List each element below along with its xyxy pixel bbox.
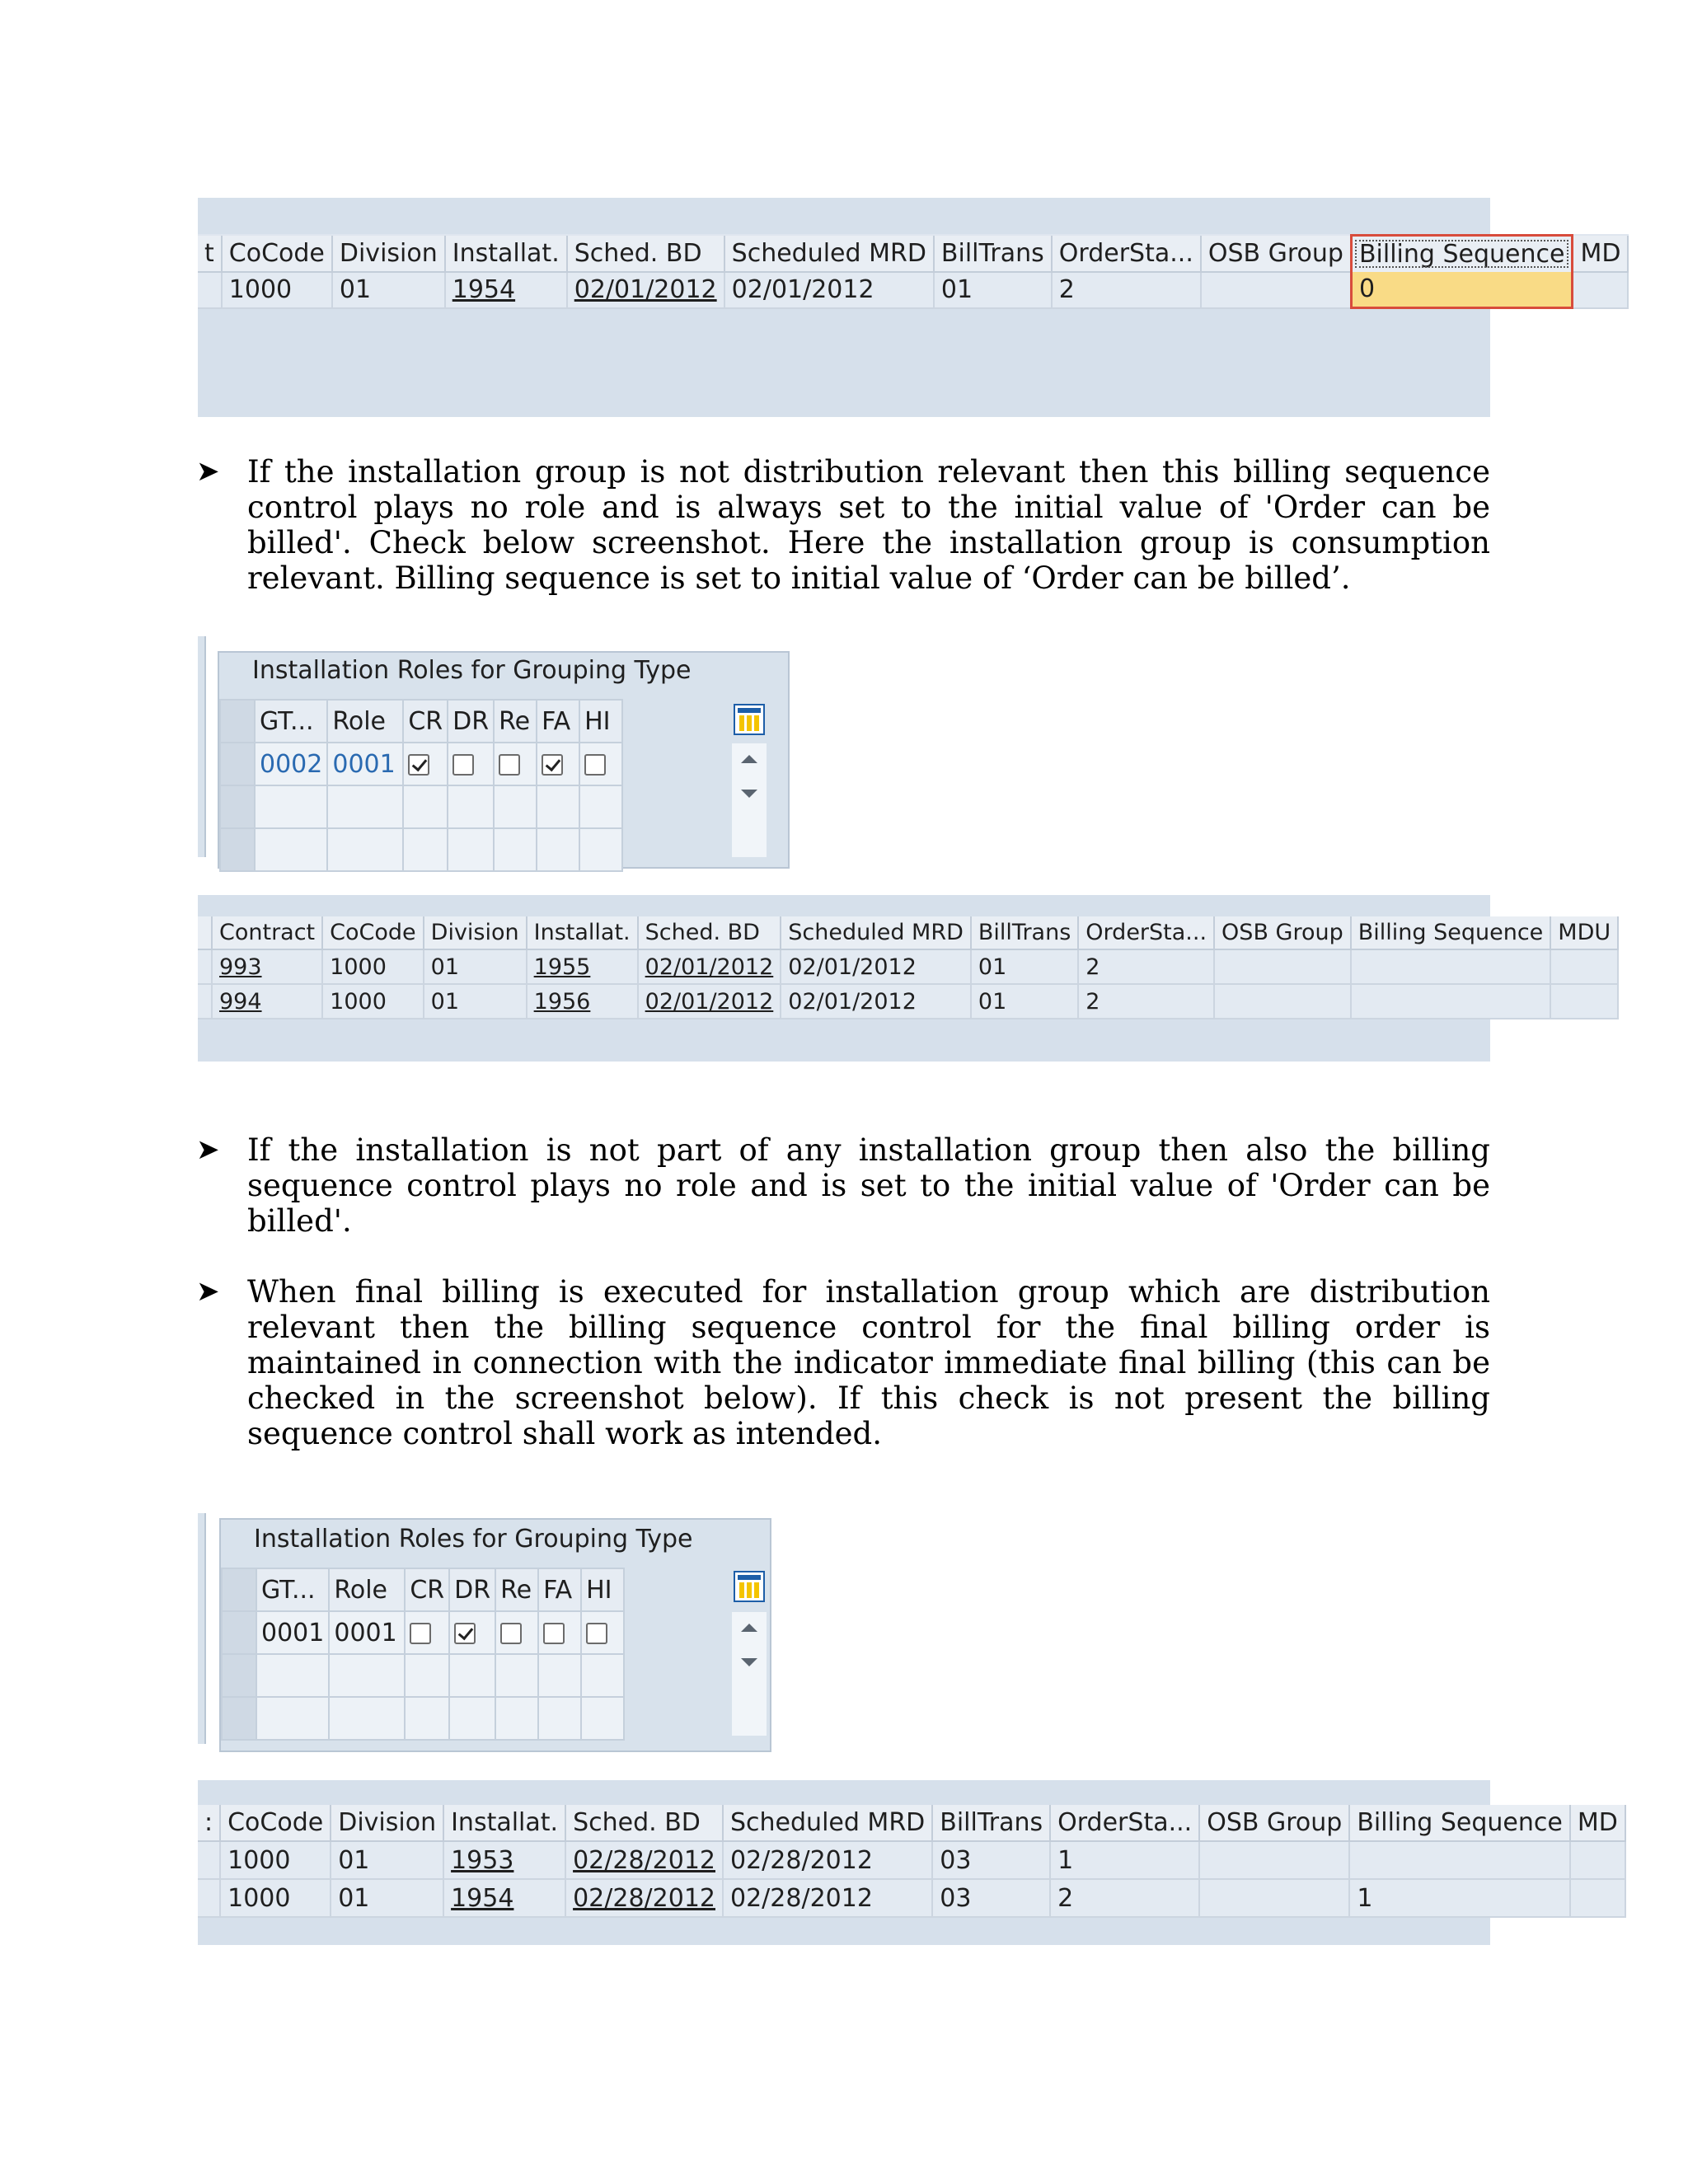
col-hi-header[interactable]: HI	[579, 700, 622, 743]
cell-ordersta: 2	[1078, 984, 1214, 1019]
col-scheduled-mrd-header[interactable]: Scheduled MRD	[724, 236, 934, 272]
row-selector[interactable]	[220, 743, 255, 785]
installation-roles-panel-2	[198, 1488, 768, 1744]
cell-division: 01	[424, 984, 527, 1019]
col-dr-header[interactable]: DR	[449, 1568, 495, 1611]
col-cocode-header[interactable]: CoCode	[322, 916, 424, 949]
cell-md	[1570, 1841, 1625, 1879]
cell-billing-sequence	[1351, 984, 1551, 1019]
col-cocode-header[interactable]: CoCode	[220, 1805, 331, 1841]
cell-installation-link[interactable]: 1953	[443, 1841, 565, 1879]
roles-table	[219, 699, 623, 872]
cell-division: 01	[331, 1841, 443, 1879]
table-row[interactable]	[222, 1697, 624, 1740]
col-installation-header[interactable]: Installat.	[443, 1805, 565, 1841]
cell-scheduled-mrd: 02/01/2012	[724, 272, 934, 308]
billing-grid-2	[198, 895, 1611, 1062]
table-row[interactable]	[198, 1841, 1625, 1879]
re-checkbox[interactable]	[499, 754, 520, 776]
col-installation-header[interactable]: Installat.	[445, 236, 567, 272]
roles-title: Installation Roles for Grouping Type	[254, 1525, 693, 1554]
cell-ordersta: 2	[1050, 1879, 1199, 1917]
arrow-bullet-icon: ➤	[196, 1133, 220, 1166]
col-ordersta-header[interactable]: OrderSta...	[1052, 236, 1201, 272]
table-row[interactable]	[198, 984, 1618, 1019]
col-md-header[interactable]: MD	[1570, 1805, 1625, 1841]
scroll-up-arrow-icon[interactable]	[741, 1624, 757, 1632]
row-selector-header[interactable]	[220, 700, 255, 743]
scroll-up-arrow-icon[interactable]	[741, 755, 757, 763]
col-billtrans-header[interactable]: BillTrans	[971, 916, 1078, 949]
cell-scheduled-mrd: 02/01/2012	[781, 984, 971, 1019]
roles-table	[221, 1568, 625, 1741]
col-fa-header[interactable]: FA	[537, 700, 579, 743]
column-settings-icon[interactable]	[734, 704, 765, 735]
col-division-header[interactable]: Division	[332, 236, 445, 272]
roles-title: Installation Roles for Grouping Type	[252, 656, 692, 685]
cell-contract-link[interactable]: 993	[212, 949, 322, 984]
cell-ordersta: 2	[1078, 949, 1214, 984]
col-billtrans-header[interactable]: BillTrans	[934, 236, 1052, 272]
cell-billing-sequence	[1349, 1841, 1570, 1879]
cell-mdu	[1550, 984, 1618, 1019]
table-row[interactable]	[220, 785, 622, 828]
col-re-header[interactable]: Re	[494, 700, 537, 743]
cell-mdu	[1550, 949, 1618, 984]
cell-osb-group	[1214, 949, 1351, 984]
left-clipped-header: :	[198, 1805, 220, 1841]
col-billing-sequence-header[interactable]: Billing Sequence	[1349, 1805, 1570, 1841]
left-edge-bar	[198, 1513, 206, 1744]
cell-scheduled-mrd: 02/28/2012	[723, 1879, 932, 1917]
cell-billing-sequence[interactable]: 0	[1351, 272, 1573, 308]
col-contract-header[interactable]: Contract	[212, 916, 322, 949]
left-clipped-header: t	[198, 236, 222, 272]
col-re-header[interactable]: Re	[495, 1568, 538, 1611]
cell-installation-link[interactable]: 1955	[527, 949, 638, 984]
col-sched-bd-header[interactable]: Sched. BD	[567, 236, 724, 272]
fa-checkbox[interactable]	[543, 1623, 565, 1644]
bullet-paragraph-1: ➤ If the installation group is not distribution relevant then this billing sequence control plays no role and is always set to the initial value of 'Order can be billed'. Check below screenshot. Here the installation group is consumption relevant. Billing sequence is set to initial value of ‘Order can be billed’.	[196, 454, 1490, 596]
bullet-paragraph-3: ➤ When final billing is executed for installation group which are distribution relevant then the billing sequence control for the final billing order is maintained in connection with the indicator immediate final billing (this can be checked in the screenshot below). If this check is not present the billing sequence control shall work as intended.	[196, 1274, 1490, 1451]
col-cocode-header[interactable]: CoCode	[222, 236, 332, 272]
table-row[interactable]	[222, 1611, 624, 1654]
col-billtrans-header[interactable]: BillTrans	[932, 1805, 1050, 1841]
col-ordersta-header[interactable]: OrderSta...	[1078, 916, 1214, 949]
col-role-header[interactable]: Role	[329, 1568, 405, 1611]
billing-grid-3	[198, 1780, 1618, 1945]
col-fa-header[interactable]: FA	[538, 1568, 581, 1611]
col-osb-group-header[interactable]: OSB Group	[1214, 916, 1351, 949]
cr-checkbox[interactable]	[410, 1623, 431, 1644]
col-osb-group-header[interactable]: OSB Group	[1199, 1805, 1349, 1841]
table-row[interactable]	[222, 1654, 624, 1697]
col-billing-sequence-header[interactable]: Billing Sequence	[1351, 236, 1573, 272]
row-selector[interactable]	[222, 1611, 256, 1654]
cell-ordersta: 1	[1050, 1841, 1199, 1879]
col-sched-bd-header[interactable]: Sched. BD	[638, 916, 781, 949]
cell-division: 01	[331, 1879, 443, 1917]
cell-ordersta: 2	[1052, 272, 1201, 308]
col-mdu-header[interactable]: MDU	[1550, 916, 1618, 949]
left-edge-bar	[198, 636, 206, 857]
re-checkbox[interactable]	[500, 1623, 522, 1644]
col-division-header[interactable]: Division	[424, 916, 527, 949]
cell-cocode: 1000	[220, 1879, 331, 1917]
col-role-header[interactable]: Role	[327, 700, 403, 743]
cell-billtrans: 01	[971, 949, 1078, 984]
cell-billtrans: 01	[934, 272, 1052, 308]
fa-checkbox[interactable]	[542, 754, 563, 776]
dr-checkbox[interactable]	[454, 1623, 476, 1644]
dr-checkbox[interactable]	[452, 754, 474, 776]
cell-role[interactable]: 0001	[327, 743, 403, 785]
cell-sched-bd-link[interactable]: 02/01/2012	[638, 949, 781, 984]
table-row[interactable]	[220, 828, 622, 871]
cell-osb-group	[1199, 1879, 1349, 1917]
cell-cocode: 1000	[322, 984, 424, 1019]
bullet-paragraph-2: ➤ If the installation is not part of any installation group then also the billing sequence control plays no role and is set to the initial value of 'Order can be billed'.	[196, 1132, 1490, 1239]
billing-grid-1	[198, 198, 1621, 417]
row-selector-header[interactable]	[222, 1568, 256, 1611]
cell-installation-link[interactable]: 1954	[445, 272, 567, 308]
cell-billing-sequence	[1351, 949, 1551, 984]
cell-installation-link[interactable]: 1956	[527, 984, 638, 1019]
col-scheduled-mrd-header[interactable]: Scheduled MRD	[781, 916, 971, 949]
cell-scheduled-mrd: 02/01/2012	[781, 949, 971, 984]
cell-gt[interactable]: 0002	[255, 743, 327, 785]
col-gt-header[interactable]: GT...	[256, 1568, 329, 1611]
col-gt-header[interactable]: GT...	[255, 700, 327, 743]
col-cr-header[interactable]: CR	[405, 1568, 449, 1611]
cell-osb-group	[1199, 1841, 1349, 1879]
cell-billtrans: 01	[971, 984, 1078, 1019]
col-scheduled-mrd-header[interactable]: Scheduled MRD	[723, 1805, 932, 1841]
cell-billtrans: 03	[932, 1841, 1050, 1879]
hi-checkbox[interactable]	[584, 754, 606, 776]
cell-cocode: 1000	[322, 949, 424, 984]
table-row[interactable]	[198, 949, 1618, 984]
table-row[interactable]	[198, 272, 1628, 308]
scroll-down-arrow-icon[interactable]	[741, 790, 757, 798]
col-osb-group-header[interactable]: OSB Group	[1201, 236, 1352, 272]
col-sched-bd-header[interactable]: Sched. BD	[565, 1805, 723, 1841]
col-installation-header[interactable]: Installat.	[527, 916, 638, 949]
hi-checkbox[interactable]	[586, 1623, 607, 1644]
cell-md	[1573, 272, 1628, 308]
cell-cocode: 1000	[220, 1841, 331, 1879]
vertical-scrollbar[interactable]	[732, 1612, 767, 1736]
cell-billing-sequence: 1	[1349, 1879, 1570, 1917]
col-md-header[interactable]: MD	[1573, 236, 1628, 272]
cell-contract-link[interactable]: 994	[212, 984, 322, 1019]
col-hi-header[interactable]: HI	[581, 1568, 624, 1611]
cell-scheduled-mrd: 02/28/2012	[723, 1841, 932, 1879]
col-billing-sequence-header[interactable]: Billing Sequence	[1351, 916, 1551, 949]
col-ordersta-header[interactable]: OrderSta...	[1050, 1805, 1199, 1841]
cell-sched-bd-link[interactable]: 02/01/2012	[567, 272, 724, 308]
cell-installation-link[interactable]: 1954	[443, 1879, 565, 1917]
cell-sched-bd-link[interactable]: 02/01/2012	[638, 984, 781, 1019]
cell-division: 01	[332, 272, 445, 308]
scroll-down-arrow-icon[interactable]	[741, 1658, 757, 1666]
cell-osb-group	[1201, 272, 1352, 308]
cell-sched-bd-link[interactable]: 02/28/2012	[565, 1879, 723, 1917]
cell-billtrans: 03	[932, 1879, 1050, 1917]
cr-checkbox[interactable]	[408, 754, 429, 776]
arrow-bullet-icon: ➤	[196, 455, 220, 488]
cell-osb-group	[1214, 984, 1351, 1019]
column-settings-icon[interactable]	[734, 1571, 765, 1602]
installation-roles-panel-1	[198, 631, 788, 857]
cell-cocode: 1000	[222, 272, 332, 308]
table-row[interactable]	[198, 1879, 1625, 1917]
cell-sched-bd-link[interactable]: 02/28/2012	[565, 1841, 723, 1879]
cell-gt[interactable]: 0001	[256, 1611, 329, 1654]
table-row[interactable]	[220, 743, 622, 785]
arrow-bullet-icon: ➤	[196, 1275, 220, 1308]
col-cr-header[interactable]: CR	[403, 700, 448, 743]
cell-md	[1570, 1879, 1625, 1917]
vertical-scrollbar[interactable]	[732, 743, 767, 857]
col-dr-header[interactable]: DR	[448, 700, 494, 743]
cell-division: 01	[424, 949, 527, 984]
cell-role[interactable]: 0001	[329, 1611, 405, 1654]
col-division-header[interactable]: Division	[331, 1805, 443, 1841]
